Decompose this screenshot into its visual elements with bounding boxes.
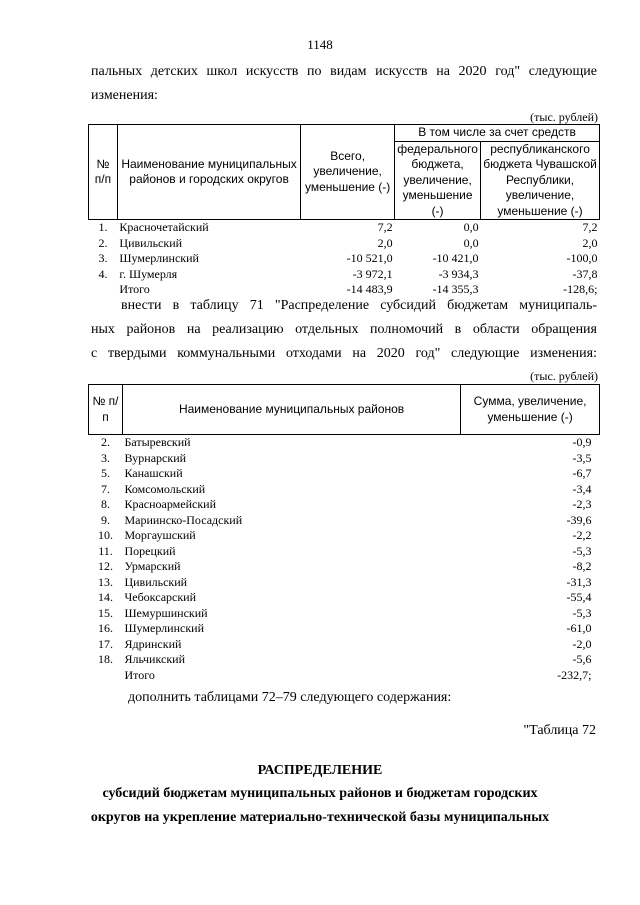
table2-cell-name: Батыревский — [124, 435, 191, 449]
table1-header-republic: республиканского бюджета Чувашской Республики, увеличение, уменьшение (-) — [481, 141, 600, 220]
table1-cell-republic: -100,0 — [566, 251, 598, 265]
table2-cell-name: Шемуршинский — [124, 605, 208, 620]
table2-cell-sum: -0,9 — [572, 435, 592, 449]
table1-cell-name: Итого — [119, 282, 150, 296]
table2-cell-sum: -6,7 — [572, 466, 592, 480]
table2-row — [89, 451, 600, 467]
table2-cell-num: 8. — [100, 497, 110, 511]
table2-cell-name: Урмарский — [124, 559, 181, 573]
table2-header-row — [89, 385, 600, 435]
table2-cell-num: 13. — [97, 574, 113, 589]
table2-row — [89, 559, 600, 575]
table1-cell-num: 2. — [98, 235, 108, 250]
table2-cell-num: 3. — [100, 450, 110, 465]
table2-cell-num: 18. — [97, 652, 113, 666]
table2-row — [89, 606, 600, 622]
table2-cell-sum: -5,3 — [572, 605, 592, 620]
table1-header-num: № п/п — [89, 125, 118, 220]
table1-row — [89, 220, 600, 236]
table1-cell-republic: -37,8 — [572, 266, 598, 281]
table1-header-group: В том числе за счет средств — [395, 125, 600, 142]
table2-cell-name: Чебоксарский — [124, 590, 197, 604]
table2-header-sum: Сумма, увеличение, уменьшение (-) — [461, 385, 600, 435]
table2-cell-sum: -39,6 — [566, 512, 592, 527]
table1-unit: (тыс. рублей) — [530, 110, 598, 124]
intro-line-2: изменения: — [91, 88, 158, 103]
table2-cell-sum: -55,4 — [566, 590, 592, 604]
table2-header-name: Наименование муниципальных районов — [122, 385, 460, 435]
table1-cell-federal: 0,0 — [463, 220, 479, 234]
table2-row — [89, 668, 600, 684]
table1-row — [89, 267, 600, 283]
table2 — [88, 384, 600, 683]
table2-cell-name: Шумерлинский — [124, 621, 204, 635]
table2-cell-sum: -2,0 — [572, 636, 592, 651]
table1-header-name: Наименование муниципальных районов и городских округов — [117, 125, 300, 220]
table1-cell-total: -14 483,9 — [346, 282, 393, 296]
table1-header-total: Всего, увеличение, уменьшение (-) — [301, 125, 395, 220]
table1 — [88, 124, 600, 298]
table2-cell-sum: -61,0 — [566, 621, 592, 635]
table2-cell-name: Цивильский — [124, 574, 188, 589]
table2-cell-num: 14. — [97, 590, 113, 604]
table2-row — [89, 652, 600, 668]
page-number: 1148 — [307, 37, 333, 52]
table2-cell-name: Канашский — [124, 466, 183, 480]
para2-line-1: внести в таблицу 71 "Распределение субсидий бюджетам муниципаль- — [121, 298, 597, 313]
table2-cell-sum: -3,5 — [572, 450, 592, 465]
table2-row — [89, 435, 600, 451]
table1-header-federal: федерального бюджета, увеличение, уменьшение (-) — [395, 141, 481, 220]
table2-cell-sum: -2,3 — [572, 497, 592, 511]
table2-row — [89, 497, 600, 513]
table2-cell-num — [89, 668, 123, 684]
table2-unit: (тыс. рублей) — [530, 369, 598, 383]
para2-line-3: с твердыми коммунальными отходами на 2020 год" следующие изменения: — [91, 346, 597, 361]
table1-cell-total: 2,0 — [377, 235, 393, 250]
table2-cell-name: Мариинско-Посадский — [124, 512, 243, 527]
table2-cell-name: Комсомольский — [124, 481, 206, 496]
table2-cell-num: 17. — [97, 636, 113, 651]
table1-cell-total: 7,2 — [377, 220, 393, 234]
table2-row — [89, 466, 600, 482]
table2-cell-num: 10. — [97, 528, 113, 542]
table2-cell-num: 12. — [97, 559, 113, 573]
table1-cell-federal: -3 934,3 — [438, 266, 479, 281]
table1-cell-total: -3 972,1 — [352, 266, 393, 281]
table1-cell-name: г. Шумерля — [119, 266, 178, 281]
table2-cell-name: Моргаушский — [124, 528, 196, 542]
table1-header-row — [89, 125, 600, 142]
table2-row — [89, 575, 600, 591]
table1-row — [89, 251, 600, 267]
table1-cell-republic: -128,6; — [563, 282, 598, 296]
table2-cell-num: 9. — [100, 512, 110, 527]
heading-line-2: округов на укрепление материально-технической базы муниципальных — [90, 810, 550, 825]
table1-cell-num — [89, 282, 118, 298]
table2-cell-sum: -5,3 — [572, 543, 592, 558]
table1-cell-federal: -14 355,3 — [432, 282, 479, 296]
table2-cell-num: 15. — [97, 605, 113, 620]
table1-cell-federal: -10 421,0 — [432, 251, 479, 265]
table2-row — [89, 590, 600, 606]
para3: дополнить таблицами 72–79 следующего содержания: — [128, 690, 452, 705]
table2-cell-sum: -31,3 — [566, 574, 592, 589]
table2-row — [89, 544, 600, 560]
table1-cell-name: Цивильский — [119, 235, 183, 250]
table2-cell-sum: -8,2 — [572, 559, 592, 573]
table1-cell-federal: 0,0 — [463, 235, 479, 250]
table2-cell-sum: -232,7; — [557, 667, 592, 682]
table1-cell-num: 4. — [98, 266, 108, 281]
table2-row — [89, 528, 600, 544]
table2-cell-name: Яльчикский — [124, 652, 185, 666]
table2-row — [89, 621, 600, 637]
table2-row — [89, 637, 600, 653]
table2-cell-num: 7. — [100, 481, 110, 496]
table2-cell-name: Вурнарский — [124, 450, 187, 465]
table2-cell-name: Итого — [124, 667, 155, 682]
table2-cell-name: Красноармейский — [124, 497, 217, 511]
table1-cell-name: Шумерлинский — [119, 251, 199, 265]
table-label: "Таблица 72 — [523, 723, 596, 738]
table2-cell-name: Ядринский — [124, 636, 182, 651]
intro-line-1: пальных детских школ искусств по видам искусств на 2020 год" следующие — [91, 64, 597, 79]
table1-cell-num: 1. — [98, 220, 108, 234]
table1-cell-name: Красночетайский — [119, 220, 209, 234]
table2-cell-name: Порецкий — [124, 543, 176, 558]
table2-cell-sum: -3,4 — [572, 481, 592, 496]
table1-cell-republic: 7,2 — [582, 220, 598, 234]
table2-header-num: № п/п — [89, 385, 123, 435]
table1-row — [89, 236, 600, 252]
table1-cell-republic: 2,0 — [582, 235, 598, 250]
table2-cell-sum: -2,2 — [572, 528, 592, 542]
para2-line-2: ных районов на реализацию отдельных полномочий в области обращения — [91, 322, 597, 337]
heading-line-1: субсидий бюджетам муниципальных районов и бюджетам городских — [102, 786, 538, 801]
table2-cell-sum: -5,6 — [572, 652, 592, 666]
table2-row — [89, 482, 600, 498]
table1-cell-num: 3. — [98, 251, 108, 265]
table2-cell-num: 11. — [98, 543, 113, 558]
table1-cell-total: -10 521,0 — [346, 251, 393, 265]
table2-cell-num: 16. — [97, 621, 113, 635]
table2-cell-num: 5. — [100, 466, 110, 480]
heading-title: РАСПРЕДЕЛЕНИЕ — [257, 763, 383, 778]
table2-row — [89, 513, 600, 529]
table2-cell-num: 2. — [100, 435, 110, 449]
